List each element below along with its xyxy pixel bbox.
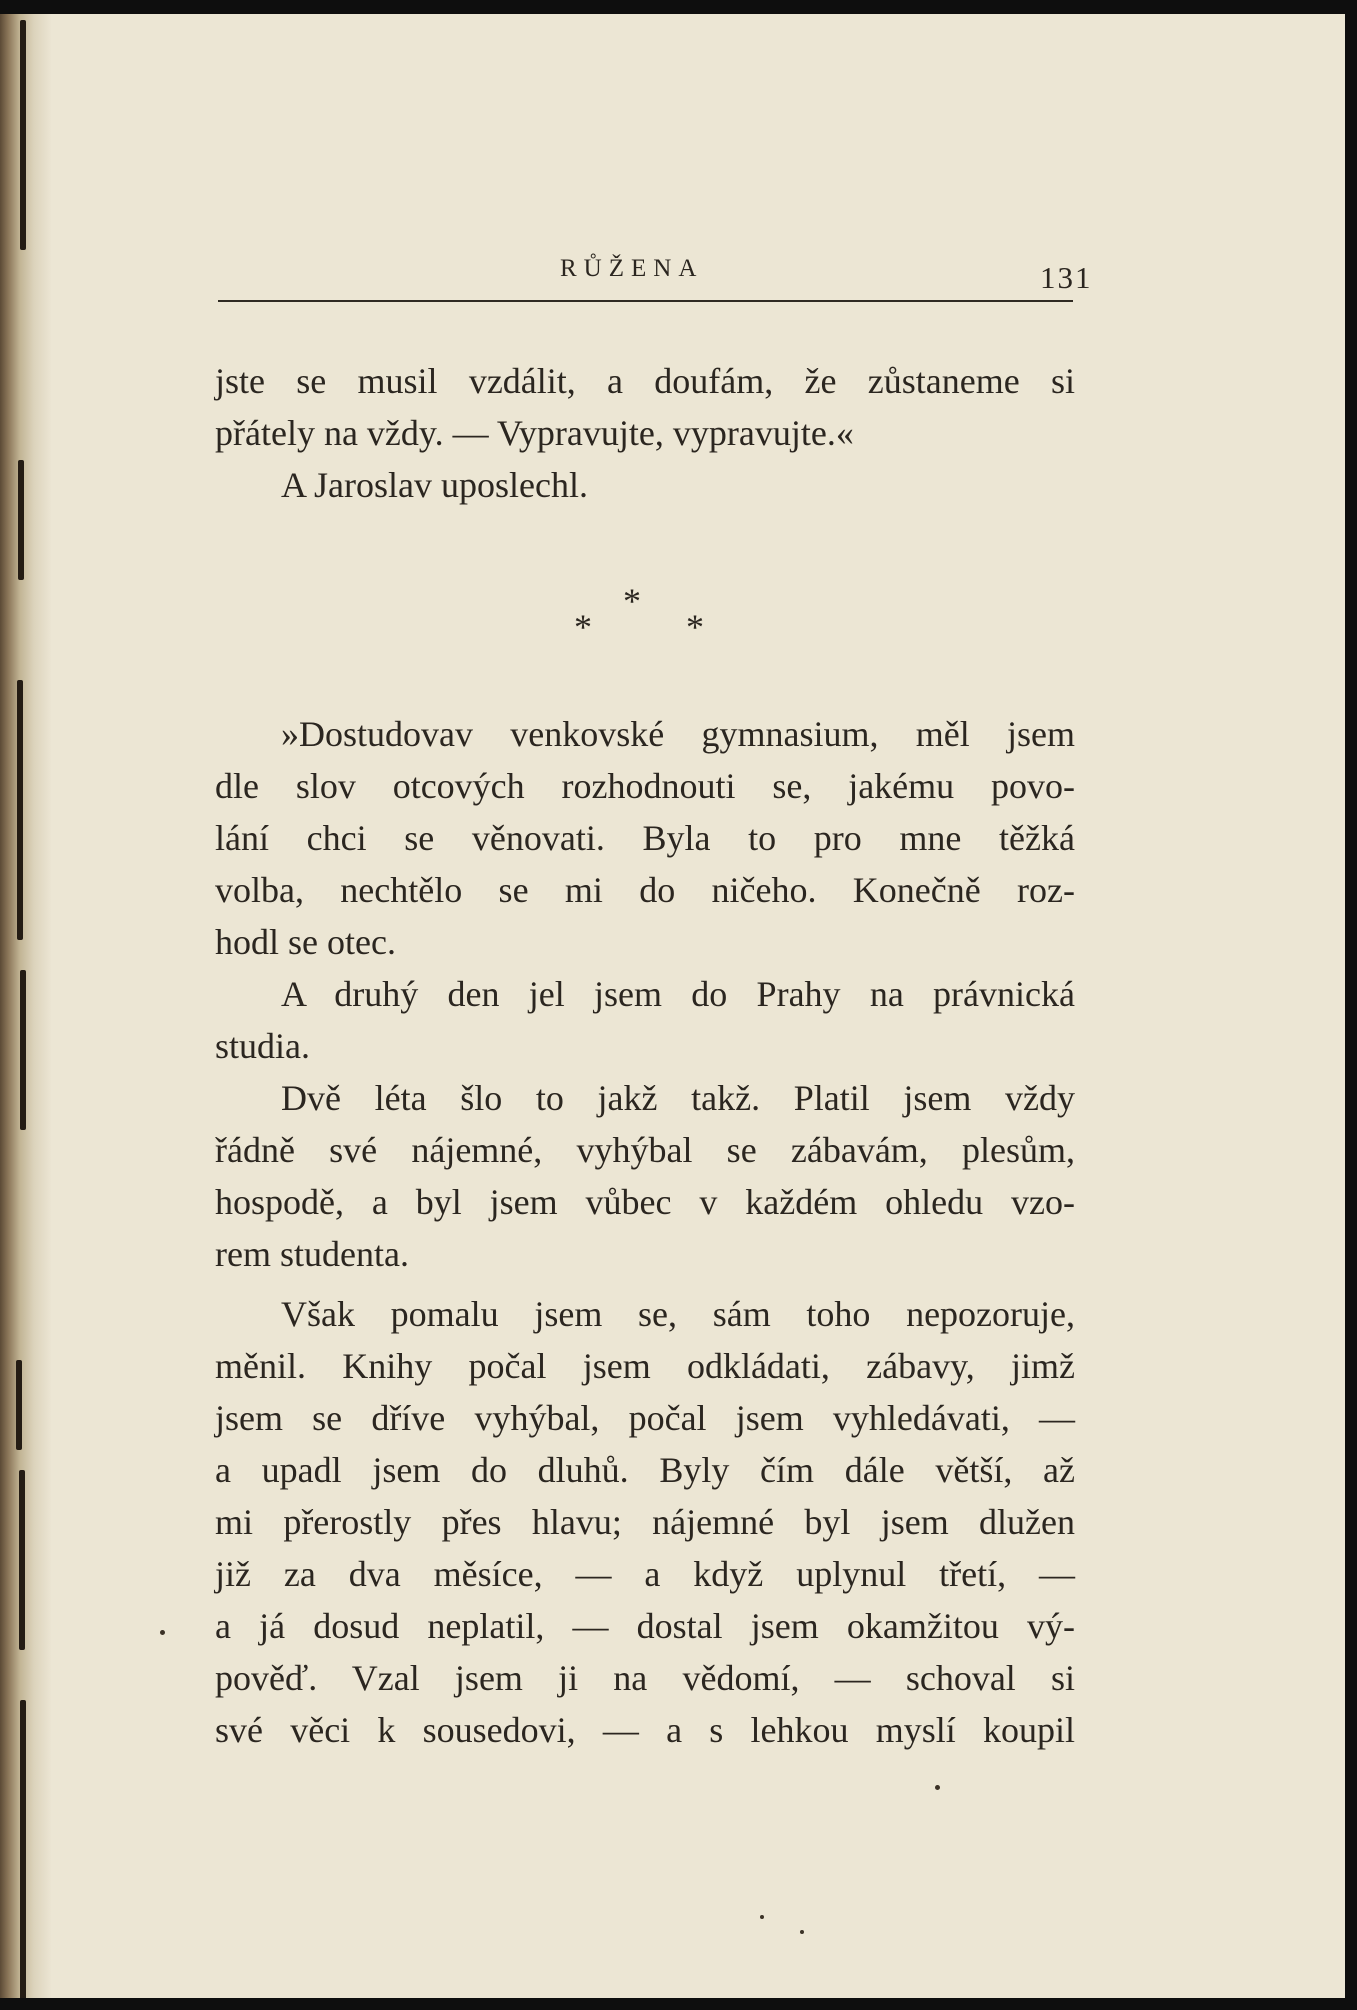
asterisk: *: [574, 607, 592, 647]
running-head: RŮŽENA: [560, 255, 704, 282]
text-line: Dvě léta šlo to jakž takž. Platil jsem vždy: [281, 1078, 1075, 1118]
text-line: hodl se otec.: [215, 922, 396, 962]
text-block-top: [215, 355, 1075, 511]
page-number: 131: [1040, 260, 1093, 295]
section-break-asterism: [560, 580, 720, 650]
text-line: již za dva měsíce, — a když uplynul třetí, —: [215, 1554, 1075, 1594]
text-line: Však pomalu jsem se, sám toho nepozoruje,: [281, 1294, 1075, 1334]
text-line: přátely na vždy. — Vypravujte, vypravujte.«: [215, 413, 854, 453]
text-line: a já dosud neplatil, — dostal jsem okamžitou vý-: [215, 1606, 1075, 1646]
text-block-main: [215, 708, 1075, 1756]
text-line: »Dostudovav venkovské gymnasium, měl jsem: [281, 714, 1075, 754]
header-rule: [218, 300, 1073, 302]
text-line: A druhý den jel jsem do Prahy na právnická: [281, 974, 1075, 1014]
text-line: měnil. Knihy počal jsem odkládati, zábavy, jimž: [215, 1346, 1075, 1386]
text-line: a upadl jsem do dluhů. Byly čím dále větší, až: [215, 1450, 1075, 1490]
text-line: volba, nechtělo se mi do ničeho. Konečně roz-: [215, 870, 1075, 910]
text-line: mi přerostly přes hlavu; nájemné byl jsem dlužen: [215, 1502, 1075, 1542]
text-line: dle slov otcových rozhodnouti se, jakému povo-: [215, 766, 1075, 806]
text-line: své věci k sousedovi, — a s lehkou myslí koupil: [215, 1710, 1075, 1750]
asterisk: *: [623, 581, 641, 621]
text-line: rem studenta.: [215, 1234, 409, 1274]
text-line: jsem se dříve vyhýbal, počal jsem vyhledávati, —: [215, 1398, 1075, 1438]
text-line: lání chci se věnovati. Byla to pro mne těžká: [215, 818, 1075, 858]
asterisk: *: [686, 607, 704, 647]
text-line: pověď. Vzal jsem ji na vědomí, — schoval si: [215, 1658, 1075, 1698]
text-line: řádně své nájemné, vyhýbal se zábavám, plesům,: [215, 1130, 1075, 1170]
text-line: jste se musil vzdálit, a doufám, že zůstaneme si: [215, 361, 1075, 401]
text-line: studia.: [215, 1026, 310, 1066]
text-line: A Jaroslav uposlechl.: [281, 465, 588, 505]
text-line: hospodě, a byl jsem vůbec v každém ohledu vzo-: [215, 1182, 1075, 1222]
